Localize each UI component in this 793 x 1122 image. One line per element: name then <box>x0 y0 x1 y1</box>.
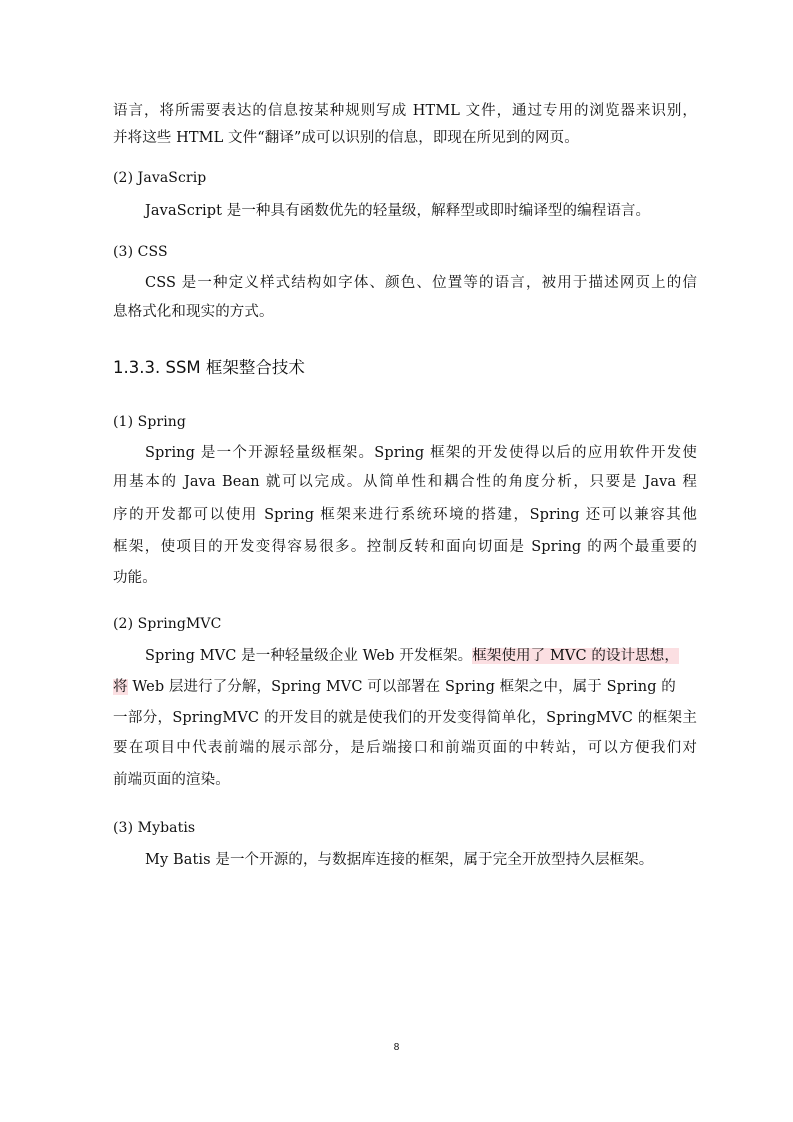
springmvc-line-5: 前端页面的渲染。 <box>113 772 230 788</box>
springmvc-line-2-text: Web 层进行了分解，Spring MVC 可以部署在 Spring 框架之中，属于 Spring 的 <box>127 679 676 695</box>
springmvc-line-1-text: Spring MVC 是一种轻量级企业 Web 开发框架。 <box>145 648 473 664</box>
spring-line-4: 框架，使项目的开发变得容易很多。控制反转和面向切面是 Spring 的两个最重要的 <box>113 539 697 555</box>
mybatis-subheading: (3) Mybatis <box>113 820 196 836</box>
javascript-paragraph: JavaScript 是一种具有函数优先的轻量级，解释型或即时编译型的编程语言。 <box>145 203 651 219</box>
page-number: 8 <box>393 1042 400 1053</box>
css-line-1: CSS 是一种定义样式结构如字体、颜色、位置等的语言，被用于描述网页上的信 <box>145 275 697 291</box>
springmvc-line-1 <box>145 646 679 666</box>
highlighted-text: 将 <box>113 679 128 695</box>
javascript-subheading: (2) JavaScrip <box>113 170 207 186</box>
spring-line-5: 功能。 <box>113 570 157 586</box>
intro-line-2: 并将这些 HTML 文件“翻译”成可以识别的信息，即现在所见到的网页。 <box>113 130 579 146</box>
spring-subheading: (1) Spring <box>113 414 186 430</box>
spring-line-1: Spring 是一个开源轻量级框架。Spring 框架的开发使得以后的应用软件开发使 <box>145 445 697 461</box>
springmvc-line-4: 要在项目中代表前端的展示部分，是后端接口和前端页面的中转站，可以方便我们对 <box>113 740 697 756</box>
css-subheading: (3) CSS <box>113 244 168 260</box>
springmvc-subheading: (2) SpringMVC <box>113 616 222 632</box>
highlighted-text: 框架使用了 MVC 的设计思想， <box>472 648 679 664</box>
css-line-2: 息格式化和现实的方式。 <box>113 304 274 320</box>
spring-line-3: 序的开发都可以使用 Spring 框架来进行系统环境的搭建，Spring 还可以兼容其他 <box>113 507 697 523</box>
section-heading: 1.3.3. SSM 框架整合技术 <box>113 358 305 377</box>
intro-line-1: 语言，将所需要表达的信息按某种规则写成 HTML 文件，通过专用的浏览器来识别， <box>113 103 697 119</box>
mybatis-paragraph: My Batis 是一个开源的，与数据库连接的框架，属于完全开放型持久层框架。 <box>145 852 654 868</box>
springmvc-line-3: 一部分，SpringMVC 的开发目的就是使我们的开发变得简单化，SpringMVC 的框架主 <box>113 710 697 726</box>
springmvc-line-2 <box>113 677 676 697</box>
spring-line-2: 用基本的 Java Bean 就可以完成。从简单性和耦合性的角度分析，只要是 Java 程 <box>113 474 697 490</box>
